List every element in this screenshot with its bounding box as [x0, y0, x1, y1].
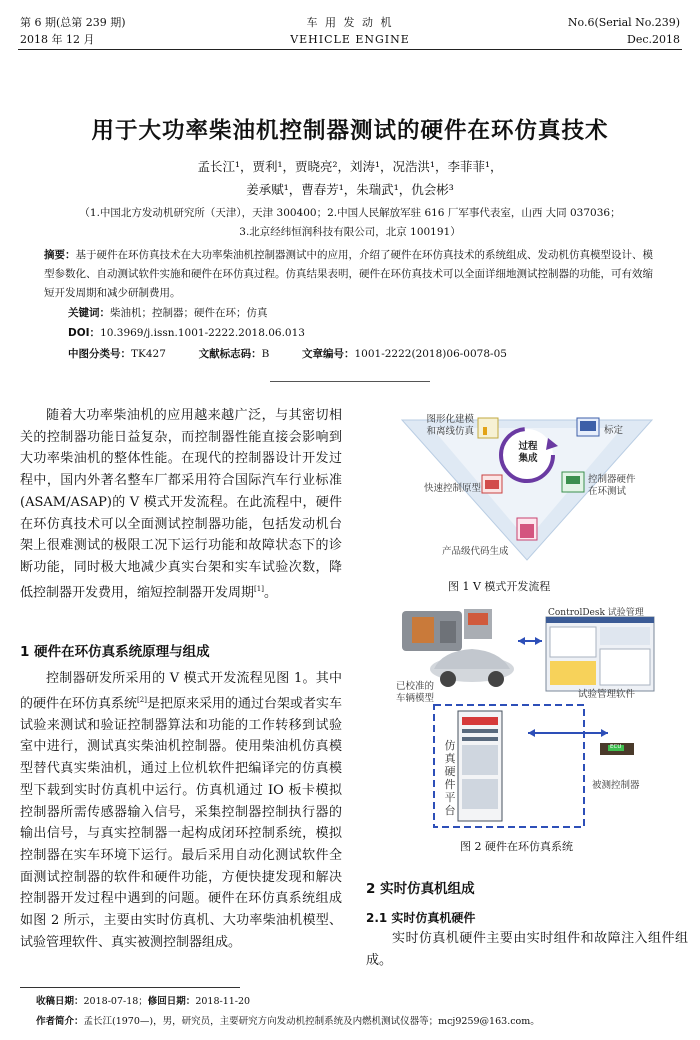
fig1-label-graphic: 图形化建模 和离线仿真 [426, 414, 474, 437]
issue-number-en: No.6(Serial No.239) [567, 16, 680, 29]
article-no-label: 文章编号： [301, 348, 355, 360]
journal-name-cn: 车 用 发 动 机 [306, 16, 394, 29]
revised-label: 修回日期： [147, 996, 196, 1007]
abstract-divider [270, 381, 430, 382]
figure-2-caption: 图 2 硬件在环仿真系统 [460, 840, 573, 853]
section-1-text-a: 控制器研发所采用的 V 模式开发流程见图 1。其中的硬件在环仿真系统 [20, 671, 342, 712]
clc-value: TK427 [131, 348, 166, 360]
fig2-label-platform: 仿真硬件平台 [444, 739, 456, 817]
doi [68, 325, 305, 340]
footnote-rule [20, 987, 240, 988]
figure-2 [382, 603, 687, 828]
fig1-label-rcp: 快速控制原型 [424, 483, 482, 494]
revised-date: 2018-11-20 [195, 996, 251, 1007]
intro-section: 随着大功率柴油机的应用越来越广泛，与其密切相关的控制器功能日益复杂，而控制器性能直接会影响到大功率柴油机的整体性能。在现代的控制器设计开发过程中，国内外著名整车厂都采用符合国际汽车行业标准(ASAM/ASAP)的 V 模式开发流程。在此流程中，硬件在环仿真技术可以全面测试控制器功能，包括发动机台架上很难测试的极限工况下运行功能和故障状态下的诊断功能，同时极大地减少真实台架和实车试验次数，降低控制器开发费用，缩短控制器开发周期[1]。 [20, 408, 342, 600]
section-2-title: 2 实时仿真机组成 [366, 881, 475, 897]
keywords [68, 305, 268, 320]
affiliation-line-1: （1.中国北方发动机研究所（天津），天津 300400；2.中国人民解放军驻 616 厂军事代表室，山西 大同 037036； [79, 207, 621, 219]
received-label: 收稿日期： [36, 996, 84, 1007]
abstract-label: 摘要： [44, 249, 76, 261]
doc-code-value: B [261, 348, 270, 360]
author-bio-label: 作者简介： [36, 1016, 84, 1027]
fig1-center-label: 过程 集成 [518, 441, 538, 464]
abstract-text: 基于硬件在环仿真技术在大功率柴油机控制器测试中的应用，介绍了硬件在环仿真技术的系统组成、发动机仿真模型设计、模型参数化、自动测试软件实施和硬件在环仿真过程。仿真结果表明，硬件在环仿真技术可以全面详细地测试控制器的功能，可有效缩短开发周期和减少研制费用。 [44, 249, 653, 299]
fig2-label-ecu: 被测控制器 [592, 780, 640, 791]
issue-date-cn: 2018 年 12 月 [20, 33, 95, 46]
doc-code-label: 文献标志码： [198, 348, 262, 360]
issue-number-cn: 第 6 期(总第 239 期) [20, 16, 126, 29]
affiliation-line-2: 3.北京经纬恒润科技有限公司，北京 100191） [239, 226, 461, 238]
figure-1-caption: 图 1 V 模式开发流程 [448, 580, 551, 593]
section-2-1-title: 2.1 实时仿真机硬件 [366, 911, 476, 925]
section-1-body [20, 668, 342, 953]
authors-line-1: 孟长江¹，贾利¹，贾晓亮²，刘涛¹，况浩洪¹，李菲菲¹， [197, 159, 503, 174]
doi-label: DOI： [68, 327, 101, 339]
author-bio-text: 孟长江(1970—)，男，研究员，主要研究方向发动机控制系统及内燃机测试仪器等；mcj9259@163.com。 [83, 1016, 540, 1027]
fig2-ecu-tag: ECU [610, 744, 622, 750]
hil-system-diagram [382, 603, 687, 828]
footnote-dates [36, 993, 250, 1007]
received-date: 2018-07-18； [83, 996, 148, 1007]
fig1-label-calibration: 标定 [604, 425, 624, 436]
article-no-value: 1001-2222(2018)06-0078-05 [354, 348, 507, 360]
classification [68, 346, 507, 361]
keywords-label: 关键词： [68, 307, 110, 319]
doi-text[interactable]: 10.3969/j.issn.1001-2222.2018.06.013 [100, 327, 305, 339]
paper-title: 用于大功率柴油机控制器测试的硬件在环仿真技术 [91, 118, 609, 144]
section-1-citation[interactable]: [2] [137, 695, 147, 704]
intro-citation[interactable]: [1] [254, 584, 264, 593]
intro-paragraph: 随着大功率柴油机的应用越来越广泛，与其密切相关的控制器功能日益复杂，而控制器性能直接会影响到大功率柴油机的整体性能。在现代的控制器设计开发过程中，国内外著名整车厂都采用符合国际汽车行业标准(ASAM/ASAP)的 V 模式开发流程。在此流程中，硬件在环仿真技术可以全面测试控制器功能，包括发动机台架上很难测试的极限工况下运行功能和故障状态下的诊断功能，同时极大地减少真实台架和实车试验次数，降低控制器开发费用，缩短控制器开发周期 [20, 408, 342, 600]
fig2-label-management: 试验管理软件 [578, 689, 636, 700]
fig2-label-controldesk: ControlDesk 试验管理 [548, 608, 644, 618]
clc-label: 中图分类号： [68, 348, 131, 360]
fig1-label-code: 产品级代码生成 [442, 546, 509, 557]
header-rule [18, 49, 682, 50]
abstract [44, 246, 659, 303]
authors-line-2: 姜承赋¹，曹春芳¹，朱瑞武¹，仇会彬³ [246, 182, 454, 197]
issue-date-en: Dec.2018 [627, 33, 680, 46]
section-1-title: 1 硬件在环仿真系统原理与组成 [20, 644, 210, 660]
section-2-1-body [366, 928, 688, 971]
fig1-label-hil: 控制器硬件 在环测试 [588, 474, 636, 497]
footnote-author [36, 1013, 540, 1027]
fig2-label-vehicle: 已校准的 车辆模型 [396, 681, 435, 704]
figure-1 [372, 400, 682, 570]
section-2-1-text: 实时仿真机硬件主要由实时组件和故障注入组件组成。 [366, 931, 688, 968]
journal-name-en: VEHICLE ENGINE [290, 33, 410, 46]
keywords-text: 柴油机；控制器；硬件在环；仿真 [110, 307, 268, 319]
section-1-text-b: 是把原来采用的通过台架或者实车试验来测试和验证控制器算法和功能的工作转移到试验室中进行，测试真实柴油机控制器。使用柴油机仿真模型替代真实柴油机，通过上位机软件把编译完的仿真模型下载到实时仿真机中运行。仿真机通过 IO 板卡模拟控制器所需传感器输入信号，采集控制器控制执行器的输出信号，与真实控制器一起构成闭环控制系统，模拟控制器在实车环境下运行。最后采用自动化测试软件全面测试控制器的软件和硬件功能，方便快捷发现和解决控制器开发过程中遇到的问题。硬件在环仿真系统组成如图 2 所示，主要由实时仿真机、大功率柴油机模型、试验管理软件、真实被测控制器组成。 [20, 696, 342, 950]
